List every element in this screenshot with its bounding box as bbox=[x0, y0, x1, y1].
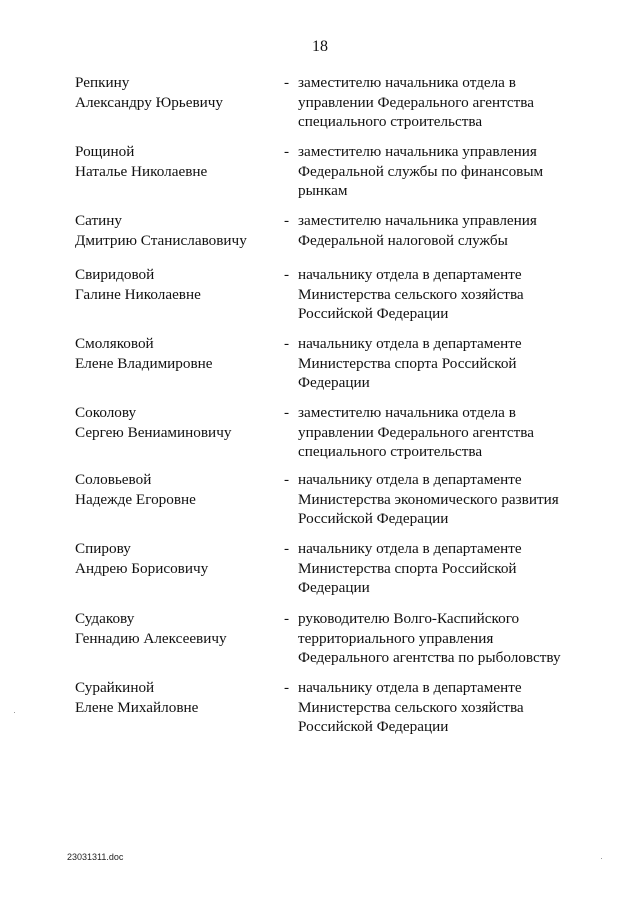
page-number: 18 bbox=[312, 38, 328, 55]
given-names: Елене Михайловне bbox=[75, 698, 199, 716]
position-line: управлении Федерального агентства bbox=[298, 93, 535, 111]
position-line: начальнику отдела в департаменте bbox=[298, 335, 522, 352]
dash-separator: - bbox=[284, 74, 290, 91]
given-names: Наталье Николаевне bbox=[75, 162, 208, 180]
dash-separator: - bbox=[284, 540, 290, 557]
position-line: заместителю начальника управления bbox=[298, 143, 537, 160]
dash-separator: - bbox=[284, 143, 290, 160]
position-title bbox=[298, 539, 598, 598]
position-title bbox=[298, 73, 598, 132]
surname: Репкину bbox=[75, 74, 130, 91]
dash-separator: - bbox=[284, 212, 290, 229]
position-line: специального строительства bbox=[298, 113, 483, 130]
position-title bbox=[298, 265, 598, 324]
person-name bbox=[75, 73, 275, 112]
person-name bbox=[75, 403, 275, 442]
dash-separator: - bbox=[284, 471, 290, 488]
position-line: рынкам bbox=[298, 182, 348, 199]
position-line: заместителю начальника отдела в bbox=[298, 404, 516, 421]
position-line: Российской Федерации bbox=[298, 718, 449, 735]
person-name bbox=[75, 539, 275, 578]
position-line: начальнику отдела в департаменте bbox=[298, 266, 522, 283]
given-names: Сергею Вениаминовичу bbox=[75, 423, 232, 441]
person-name bbox=[75, 211, 275, 250]
surname: Сатину bbox=[75, 212, 122, 229]
position-title bbox=[298, 609, 598, 668]
surname: Судакову bbox=[75, 610, 135, 627]
position-title bbox=[298, 403, 598, 462]
given-names: Александру Юрьевичу bbox=[75, 93, 223, 111]
position-title bbox=[298, 211, 598, 250]
position-line: территориального управления bbox=[298, 629, 494, 647]
dash-separator: - bbox=[284, 266, 290, 283]
dash-separator: - bbox=[284, 679, 290, 696]
position-title bbox=[298, 678, 598, 737]
position-line: Федеральной налоговой службы bbox=[298, 231, 508, 249]
person-name bbox=[75, 142, 275, 181]
given-names: Елене Владимировне bbox=[75, 354, 213, 372]
surname: Свиридовой bbox=[75, 266, 155, 283]
position-line: Федерации bbox=[298, 374, 370, 391]
position-line: Министерства спорта Российской bbox=[298, 354, 517, 372]
surname: Соколову bbox=[75, 404, 137, 421]
position-title bbox=[298, 334, 598, 393]
position-line: Федерации bbox=[298, 579, 370, 596]
surname: Сурайкиной bbox=[75, 679, 155, 696]
position-line: Российской Федерации bbox=[298, 510, 449, 527]
surname: Спирову bbox=[75, 540, 131, 557]
position-line: Российской Федерации bbox=[298, 305, 449, 322]
position-line: Министерства сельского хозяйства bbox=[298, 698, 524, 716]
position-title bbox=[298, 470, 598, 529]
dash-separator: - bbox=[284, 335, 290, 352]
position-line: Федерального агентства по рыболовству bbox=[298, 649, 561, 666]
position-title bbox=[298, 142, 598, 201]
person-name bbox=[75, 678, 275, 717]
person-name bbox=[75, 470, 275, 509]
file-name-footer: 23031311.doc bbox=[67, 852, 124, 862]
person-name bbox=[75, 334, 275, 373]
position-line: Министерства спорта Российской bbox=[298, 559, 517, 577]
position-line: Министерства экономического развития bbox=[298, 490, 559, 508]
surname: Соловьевой bbox=[75, 471, 152, 488]
surname: Рощиной bbox=[75, 143, 135, 160]
person-name bbox=[75, 609, 275, 648]
given-names: Андрею Борисовичу bbox=[75, 559, 209, 577]
given-names: Надежде Егоровне bbox=[75, 490, 196, 508]
scan-speck bbox=[14, 712, 15, 713]
position-line: управлении Федерального агентства bbox=[298, 423, 535, 441]
surname: Смоляковой bbox=[75, 335, 154, 352]
position-line: начальнику отдела в департаменте bbox=[298, 471, 522, 488]
position-line: специального строительства bbox=[298, 443, 483, 460]
given-names: Дмитрию Станиславовичу bbox=[75, 231, 247, 249]
position-line: заместителю начальника отдела в bbox=[298, 74, 516, 91]
position-line: начальнику отдела в департаменте bbox=[298, 679, 522, 696]
dash-separator: - bbox=[284, 404, 290, 421]
position-line: Федеральной службы по финансовым bbox=[298, 162, 544, 180]
position-line: заместителю начальника управления bbox=[298, 212, 537, 229]
given-names: Геннадию Алексеевичу bbox=[75, 629, 227, 647]
position-line: начальнику отдела в департаменте bbox=[298, 540, 522, 557]
dash-separator: - bbox=[284, 610, 290, 627]
scan-speck bbox=[601, 858, 602, 859]
position-line: руководителю Волго-Каспийского bbox=[298, 610, 520, 627]
position-line: Министерства сельского хозяйства bbox=[298, 285, 524, 303]
person-name bbox=[75, 265, 275, 304]
given-names: Галине Николаевне bbox=[75, 285, 201, 303]
